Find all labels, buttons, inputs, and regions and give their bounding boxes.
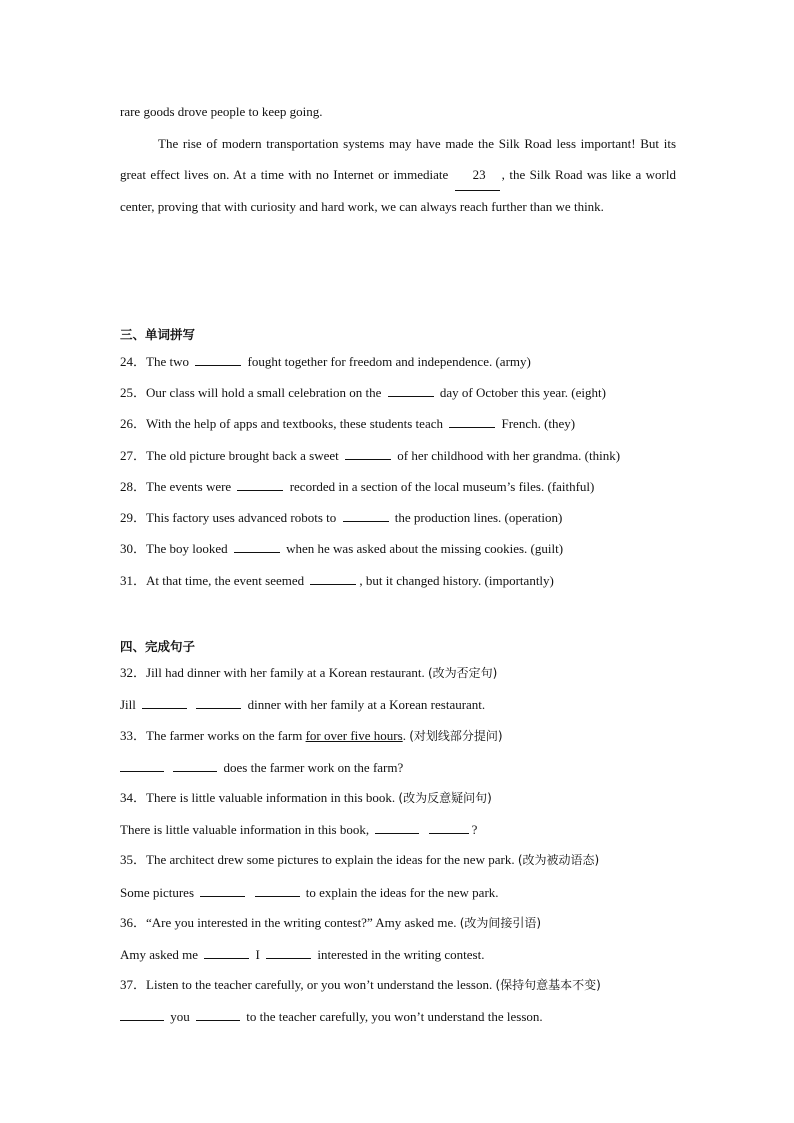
passage-paragraph [120,128,676,222]
answer-blank[interactable] [195,352,241,366]
answer-blank[interactable] [266,945,311,959]
answer-37: you to the teacher carefully, you won’t understand the lesson. [120,1007,543,1026]
question-35: 35．The architect drew some pictures to explain the ideas for the new park. (改为被动语态) [120,852,600,867]
question-34: 34．There is little valuable information in this book. (改为反意疑问句) [120,790,492,805]
answer-blank[interactable] [204,945,249,959]
answer-36: Amy asked me I interested in the writing contest. [120,947,485,962]
question-31: 31．At that time, the event seemed , but it changed history. (importantly) [120,573,554,588]
question-25: 25．Our class will hold a small celebration on the day of October this year. (eight) [120,385,606,400]
question-33: 33．The farmer works on the farm for over five hours. (对划线部分提问) [120,728,503,743]
answer-blank[interactable] [255,883,300,897]
section-heading-complete-sentences: 四、完成句子 [120,639,196,654]
answer-34: There is little valuable information in this book, ? [120,822,478,837]
answer-blank[interactable] [375,820,419,834]
underlined-phrase: for over five hours [305,728,403,743]
question-24: 24．The two fought together for freedom and independence. (army) [120,354,531,369]
answer-blank[interactable] [142,695,187,709]
answer-blank[interactable] [196,695,241,709]
question-28: 28．The events were recorded in a section of the local museum’s files. (faithful) [120,479,595,494]
question-37: 37．Listen to the teacher carefully, or you won’t understand the lesson. (保持句意基本不变) [120,977,601,992]
answer-blank[interactable] [449,414,495,428]
answer-blank[interactable] [237,477,283,491]
question-30: 30．The boy looked when he was asked about the missing cookies. (guilt) [120,541,564,556]
answer-blank[interactable] [429,820,469,834]
answer-blank[interactable] [173,758,217,772]
answer-blank[interactable] [200,883,245,897]
answer-blank[interactable] [388,383,434,397]
passage-text-b: , the Silk Road was like a world center, proving that with curiosity and hard work, we can always reach further than we think. [120,167,677,214]
answer-blank[interactable] [345,446,391,460]
passage-line: rare goods drove people to keep going. [120,104,323,119]
answer-blank[interactable] [120,1007,164,1021]
question-26: 26．With the help of apps and textbooks, these students teach French. (they) [120,416,576,431]
passage-text-a: The rise of modern transportation systems may have made the Silk Road less important! But its great effect lives on. At a time with no Internet or immediate [120,136,676,182]
question-29: 29．This factory uses advanced robots to the production lines. (operation) [120,510,563,525]
section-heading-spelling: 三、单词拼写 [120,327,196,342]
answer-blank[interactable] [343,508,389,522]
answer-33: does the farmer work on the farm? [120,758,403,777]
answer-blank[interactable] [234,539,280,553]
question-27: 27．The old picture brought back a sweet of her childhood with her grandma. (think) [120,448,621,463]
answer-blank[interactable] [310,571,356,585]
answer-blank[interactable] [196,1007,240,1021]
answer-blank[interactable] [120,758,164,772]
blank-23: 23 [455,159,500,191]
answer-32: Jill dinner with her family at a Korean restaurant. [120,697,486,712]
question-36: 36．“Are you interested in the writing contest?” Amy asked me. (改为间接引语) [120,915,542,930]
answer-35: Some pictures to explain the ideas for the new park. [120,885,499,900]
question-32: 32．Jill had dinner with her family at a Korean restaurant. (改为否定句) [120,665,498,680]
